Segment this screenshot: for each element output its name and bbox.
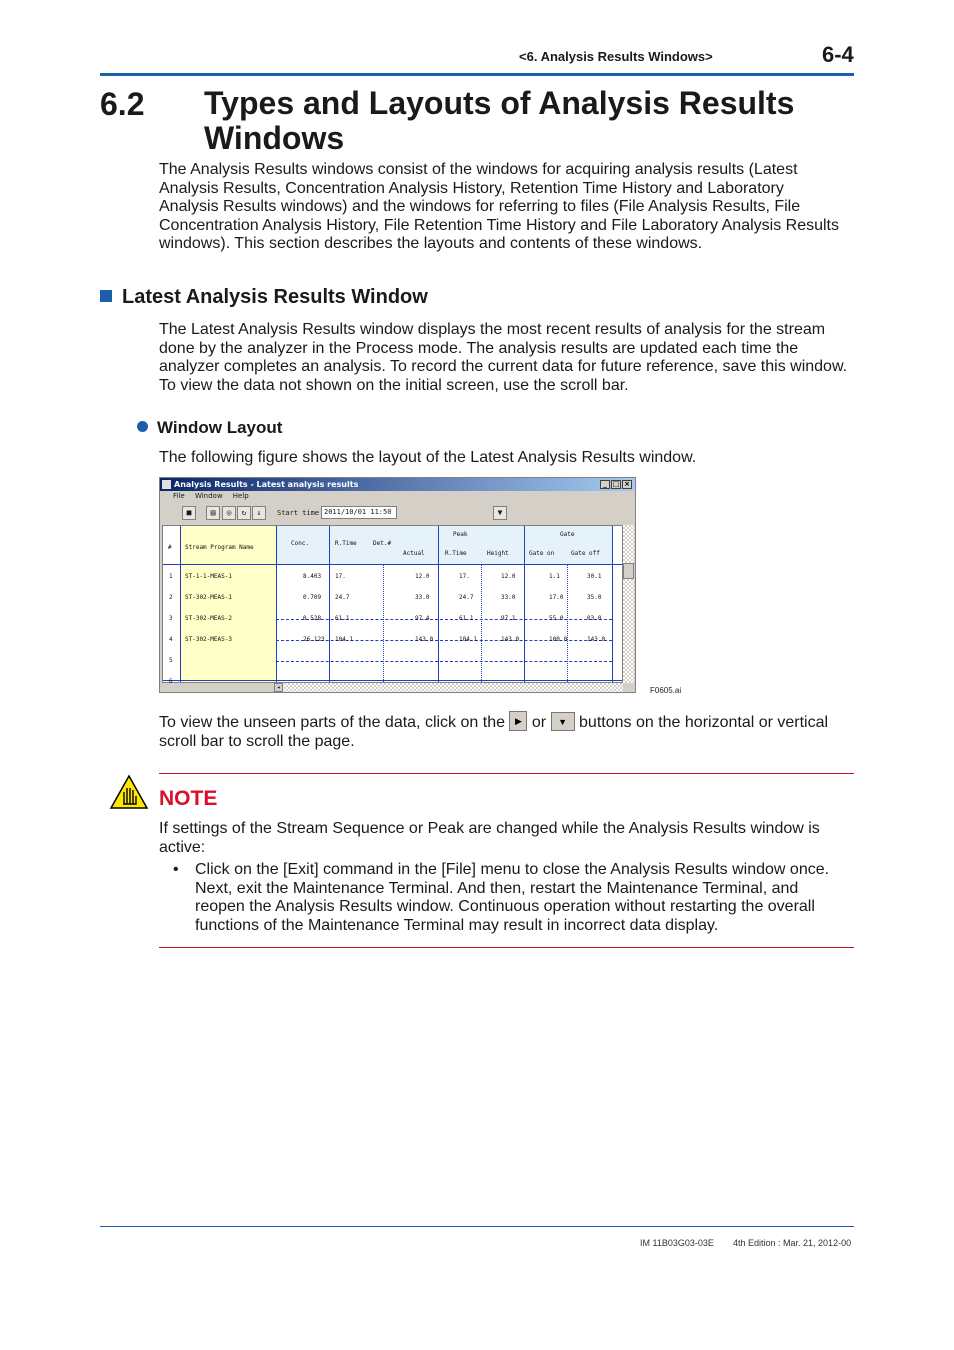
intro-line: Analysis Results, Concentration Analysis History, Retention Time History and Laboratory bbox=[159, 179, 784, 197]
grid-cell-stream: ST-1-1-MEAS-1 bbox=[185, 573, 232, 580]
scroll-line bbox=[159, 711, 856, 733]
subsection-heading bbox=[100, 286, 428, 309]
grid-cell-no: 3 bbox=[169, 615, 173, 622]
header-rule bbox=[100, 73, 854, 76]
grid-hline bbox=[163, 680, 622, 681]
page-number: 6-4 bbox=[822, 42, 854, 67]
note-line: If settings of the Stream Sequence or Peak are changed while the Analysis Results window is bbox=[159, 820, 820, 837]
note-bottom-rule bbox=[159, 947, 854, 948]
grid-cell-rt: 24.7 bbox=[335, 594, 350, 601]
layout-heading bbox=[137, 418, 282, 438]
running-header: <6. Analysis Results Windows> bbox=[519, 49, 713, 64]
grid-cell-stream: ST-302-MEAS-3 bbox=[185, 636, 232, 643]
grid-cell-conc: 0.528 bbox=[303, 615, 322, 622]
square-bullet-icon bbox=[100, 290, 112, 302]
dropdown-icon: ▼ bbox=[493, 506, 507, 520]
subsection-line: To view the data not shown on the initial screen, use the scroll bar. bbox=[159, 376, 629, 394]
grid-cell-no: 4 bbox=[169, 636, 173, 643]
grid-vdot bbox=[383, 564, 384, 682]
save-icon: ■ bbox=[182, 506, 196, 520]
bullet-line: Click on the [Exit] command in the [File] menu to close the Analysis Results window once. bbox=[195, 861, 830, 878]
scroll-text-or: or bbox=[531, 714, 547, 731]
grid-cell-g1: 1.1 bbox=[549, 573, 560, 580]
window-title: Analysis Results - Latest analysis results bbox=[174, 480, 359, 489]
window-app-icon bbox=[162, 480, 171, 489]
scroll-text-before: To view the unseen parts of the data, click on the bbox=[159, 714, 505, 731]
grid-cell-g1: 17.0 bbox=[549, 594, 564, 601]
grid-cell-conc: 26.123 bbox=[303, 636, 325, 643]
grid-vdot bbox=[567, 564, 568, 682]
results-grid bbox=[162, 525, 623, 683]
scroll-text-after: buttons on the horizontal or vertical bbox=[579, 714, 829, 731]
grid-cell-no: 2 bbox=[169, 594, 173, 601]
header-peak-actual: Actual bbox=[403, 550, 425, 557]
section-number: 6.2 bbox=[100, 86, 145, 122]
section-title: Types and Layouts of Analysis Results Windows bbox=[204, 85, 795, 156]
header-peak-rtime: R.Time bbox=[445, 550, 467, 557]
grid-vline bbox=[276, 526, 277, 682]
grid-cell-pk3: 33.0 bbox=[501, 594, 516, 601]
grid-cell-pk: 12.0 bbox=[415, 573, 430, 580]
close-icon: × bbox=[622, 480, 632, 489]
vertical-scroll-thumb bbox=[623, 563, 634, 579]
subsection-paragraph bbox=[159, 321, 856, 395]
footer-doc-number: IM 11B03G03-03E bbox=[640, 1238, 714, 1248]
note-line: active: bbox=[159, 838, 206, 856]
grid-cell-pk2: 61.1 bbox=[459, 615, 474, 622]
grid-cell-g2: 03.0 bbox=[587, 615, 602, 622]
grid-cell-g2: 143.0 bbox=[587, 636, 606, 643]
grid-vline bbox=[438, 526, 439, 682]
note-bullet-text bbox=[195, 861, 854, 935]
header-stream: Stream Program Name bbox=[185, 544, 254, 551]
window-titlebar bbox=[160, 478, 635, 491]
window-controls bbox=[600, 480, 632, 489]
grid-cell-stream: ST-302-MEAS-1 bbox=[185, 594, 232, 601]
layout-intro: The following figure shows the layout of the Latest Analysis Results window. bbox=[159, 449, 697, 466]
figure-caption: F0605.ai bbox=[650, 686, 682, 695]
grid-cell-pk2: 104.1 bbox=[459, 636, 478, 643]
scroll-down-button-icon: ▼ bbox=[551, 712, 575, 731]
subsection-line: done by the analyzer in the Process mode. The analysis results are updated each time the bbox=[159, 339, 799, 357]
grid-cell-no: 6 bbox=[169, 678, 173, 685]
grid-vline bbox=[180, 526, 181, 682]
maximize-icon: □ bbox=[612, 480, 620, 488]
grid-cell-pk3: 143.0 bbox=[501, 636, 520, 643]
note-paragraph bbox=[159, 820, 856, 857]
grid-vline bbox=[612, 526, 613, 682]
caution-hand-icon bbox=[109, 774, 149, 810]
refresh-icon: ↻ bbox=[237, 506, 251, 520]
footer-edition: 4th Edition : Mar. 21, 2012-00 bbox=[733, 1238, 852, 1248]
header-peak-height: Height bbox=[487, 550, 509, 557]
grid-cell-g1: 100.0 bbox=[549, 636, 568, 643]
analysis-results-window-figure bbox=[159, 477, 636, 693]
circle-bullet-icon bbox=[137, 421, 148, 432]
header-conc: Conc. bbox=[291, 540, 310, 547]
grid-cell-rt: 61.1 bbox=[335, 615, 350, 622]
grid-cell-pk3: 97.1 bbox=[501, 615, 516, 622]
vertical-scrollbar bbox=[623, 525, 634, 683]
horizontal-scrollbar bbox=[274, 683, 623, 692]
bullet-line: Next, exit the Maintenance Terminal. And then, restart the Maintenance Terminal, and bbox=[195, 879, 799, 897]
grid-hdot bbox=[276, 661, 612, 662]
grid-vline bbox=[329, 526, 330, 682]
window-toolbar bbox=[160, 503, 635, 523]
header-no: # bbox=[168, 544, 172, 551]
grid-hline bbox=[163, 564, 622, 565]
grid-cell-rt: 17. bbox=[335, 573, 346, 580]
intro-line: Analysis Results windows) and the windows for referring to files (File Analysis Results, File bbox=[159, 198, 801, 215]
start-time-field: 2011/10/01 11:50 bbox=[321, 506, 397, 519]
subsection-line: analyzer completes an analysis. To record the current data for future reference, save this window. bbox=[159, 358, 848, 375]
grid-cell-pk2: 24.7 bbox=[459, 594, 474, 601]
grid-cell-pk3: 12.0 bbox=[501, 573, 516, 580]
subsection-title: Latest Analysis Results Window bbox=[122, 286, 428, 308]
grid-cell-g1: 55.0 bbox=[549, 615, 564, 622]
grid-cell-pk: 33.0 bbox=[415, 594, 430, 601]
scroll-left-icon: ◂ bbox=[274, 683, 283, 692]
scroll-paragraph bbox=[159, 711, 856, 751]
grid-cell-conc: 8.403 bbox=[303, 573, 322, 580]
grid-cell-g2: 35.0 bbox=[587, 594, 602, 601]
download-icon: ↓ bbox=[252, 506, 266, 520]
print-icon: ▤ bbox=[206, 506, 220, 520]
intro-line: The Analysis Results windows consist of the windows for acquiring analysis results (Latest bbox=[159, 161, 798, 178]
grid-cell-conc: 0.709 bbox=[303, 594, 322, 601]
bullet-line: reopen the Analysis Results window. Continuous operation without restarting the overall bbox=[195, 898, 815, 915]
bullet-marker: • bbox=[173, 861, 179, 878]
header-gate-on: Gate on bbox=[529, 550, 555, 557]
grid-vline bbox=[524, 526, 525, 682]
header-gate: Gate bbox=[560, 531, 575, 538]
intro-line: Concentration Analysis History, File Retention Time History and File Laboratory Analysis Results bbox=[159, 216, 839, 234]
start-time-label: Start time bbox=[277, 509, 320, 517]
grid-cell-pk2: 17. bbox=[459, 573, 470, 580]
grid-vdot bbox=[481, 564, 482, 682]
menu-window: Window bbox=[194, 492, 223, 500]
grid-cell-g2: 30.1 bbox=[587, 573, 602, 580]
grid-cell-pk: 143.0 bbox=[415, 636, 434, 643]
bullet-line: functions of the Maintenance Terminal may result in incorrect data display. bbox=[195, 916, 719, 934]
intro-paragraph bbox=[159, 161, 856, 254]
layout-heading-text: Window Layout bbox=[157, 418, 283, 437]
intro-line: windows). This section describes the layouts and contents of these windows. bbox=[159, 235, 703, 252]
footer-rule bbox=[100, 1226, 854, 1227]
note-title: NOTE bbox=[159, 787, 218, 810]
grid-cell-pk: 97.4 bbox=[415, 615, 430, 622]
search-icon: ◎ bbox=[222, 506, 236, 520]
subsection-line: The Latest Analysis Results window displays the most recent results of analysis for the stream bbox=[159, 321, 826, 338]
grid-cell-stream: ST-302-MEAS-2 bbox=[185, 615, 232, 622]
grid-cell-no: 1 bbox=[169, 573, 173, 580]
minimize-icon: _ bbox=[600, 480, 610, 489]
menu-help: Help bbox=[232, 492, 249, 500]
menu-file: File bbox=[173, 492, 185, 500]
scroll-line-2: scroll bar to scroll the page. bbox=[159, 732, 355, 750]
header-peak: Peak bbox=[453, 531, 468, 538]
header-rtime: R.Time bbox=[335, 540, 357, 547]
scroll-right-button-icon: ▶ bbox=[509, 711, 527, 731]
grid-cell-rt: 104.1 bbox=[335, 636, 354, 643]
note-top-rule bbox=[159, 773, 854, 774]
grid-cell-no: 5 bbox=[169, 657, 173, 664]
header-det: Det.# bbox=[373, 540, 392, 547]
window-menubar bbox=[160, 491, 635, 502]
header-gate-off: Gate off bbox=[571, 550, 600, 557]
